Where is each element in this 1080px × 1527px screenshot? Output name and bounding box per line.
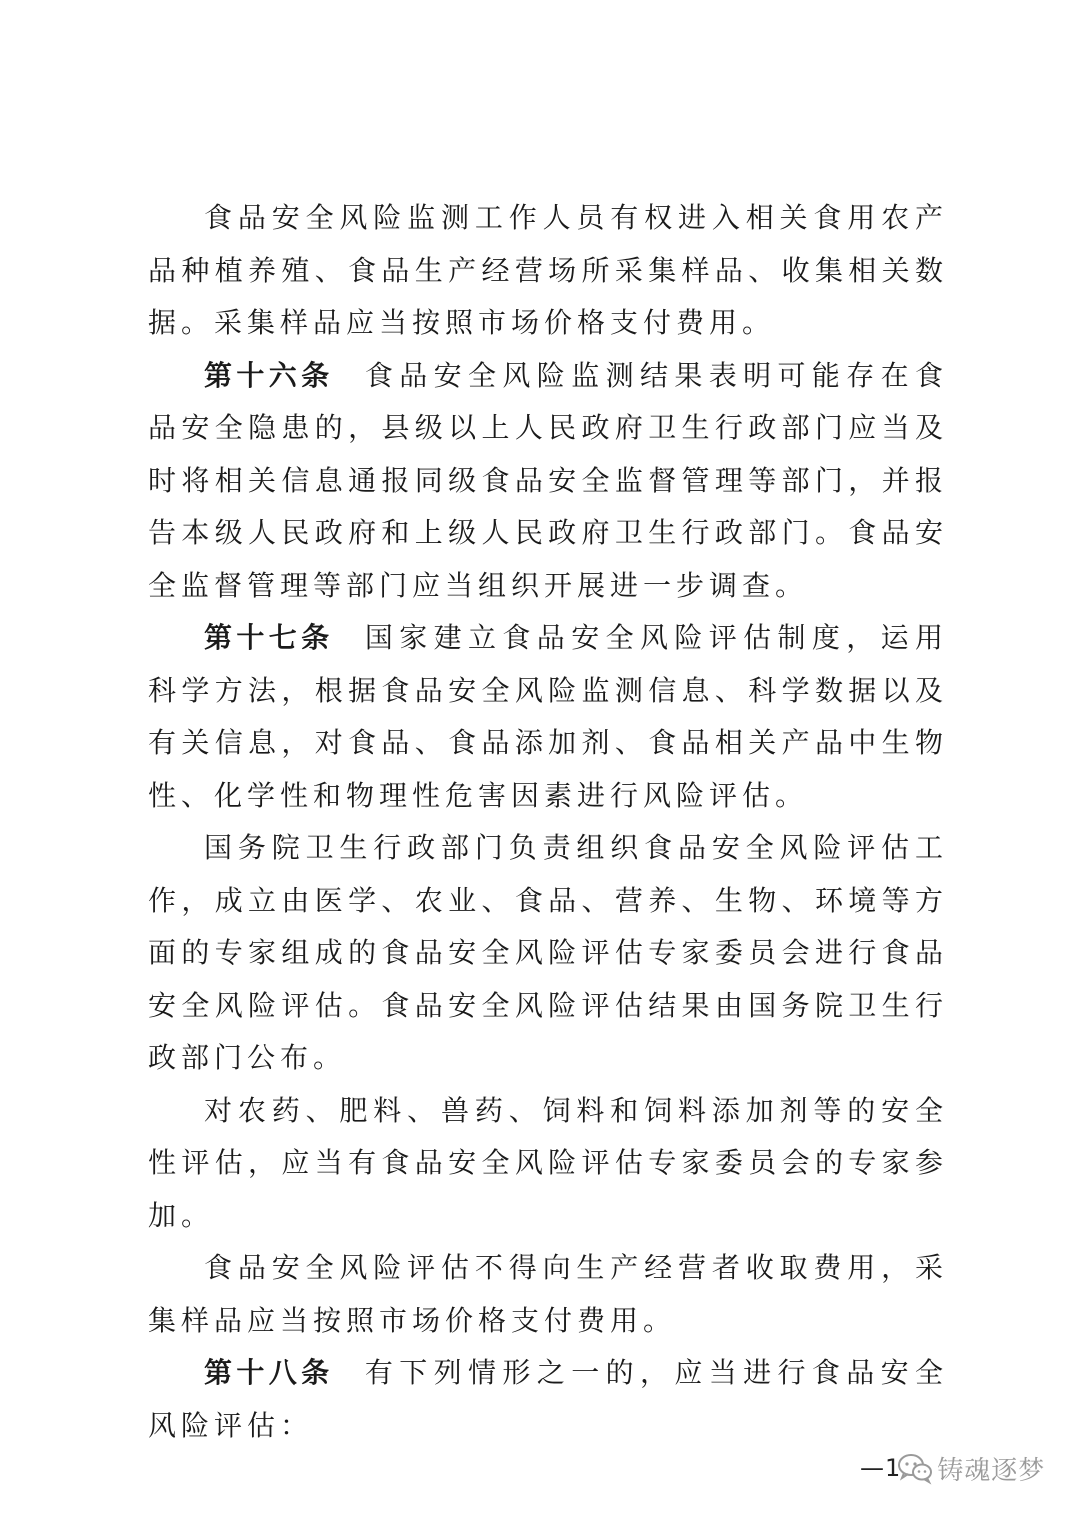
paragraph-text: 食品安全风险监测工作人员有权进入相关食用农产品种植养殖、食品生产经营场所采集样品、收集相关数据。采集样品应当按照市场价格支付费用。	[148, 201, 948, 339]
paragraph-6	[148, 1242, 948, 1347]
article-heading: 第十八条	[204, 1356, 334, 1389]
wechat-icon	[895, 1450, 935, 1486]
document-page	[148, 192, 948, 1452]
article-heading: 第十七条	[204, 621, 334, 654]
page-footer	[860, 1448, 1045, 1488]
paragraph-4	[148, 822, 948, 1085]
paragraph-article-18	[148, 1347, 948, 1452]
paragraph-5	[148, 1085, 948, 1243]
paragraph-text: 有下列情形之一的，应当进行食品安全风险评估：	[148, 1356, 948, 1442]
watermark	[895, 1450, 1045, 1487]
paragraph-text: 食品安全风险监测结果表明可能存在食品安全隐患的，县级以上人民政府卫生行政部门应当及时将相关信息通报同级食品安全监督管理等部门，并报告本级人民政府和上级人民政府卫生行政部门。食品安全监督管理等部门应当组织开展进一步调查。	[148, 358, 948, 602]
paragraph-1	[148, 192, 948, 350]
paragraph-text: 国家建立食品安全风险评估制度，运用科学方法，根据食品安全风险监测信息、科学数据以及有关信息，对食品、食品添加剂、食品相关产品中生物性、化学性和物理性危害因素进行风险评估。	[148, 621, 948, 812]
article-heading: 第十六条	[204, 358, 334, 392]
page-number: —1	[860, 1454, 902, 1482]
paragraph-article-17	[148, 612, 948, 822]
paragraph-text: 国务院卫生行政部门负责组织食品安全风险评估工作，成立由医学、农业、食品、营养、生物、环境等方面的专家组成的食品安全风险评估专家委员会进行食品安全风险评估。食品安全风险评估结果由国务院卫生行政部门公布。	[148, 831, 948, 1074]
watermark-text: 铸魂逐梦	[937, 1455, 1046, 1486]
paragraph-text: 食品安全风险评估不得向生产经营者收取费用，采集样品应当按照市场价格支付费用。	[148, 1251, 948, 1337]
paragraph-text: 对农药、肥料、兽药、饲料和饲料添加剂等的安全性评估，应当有食品安全风险评估专家委员会的专家参加。	[148, 1093, 948, 1232]
paragraph-article-16	[148, 350, 948, 613]
